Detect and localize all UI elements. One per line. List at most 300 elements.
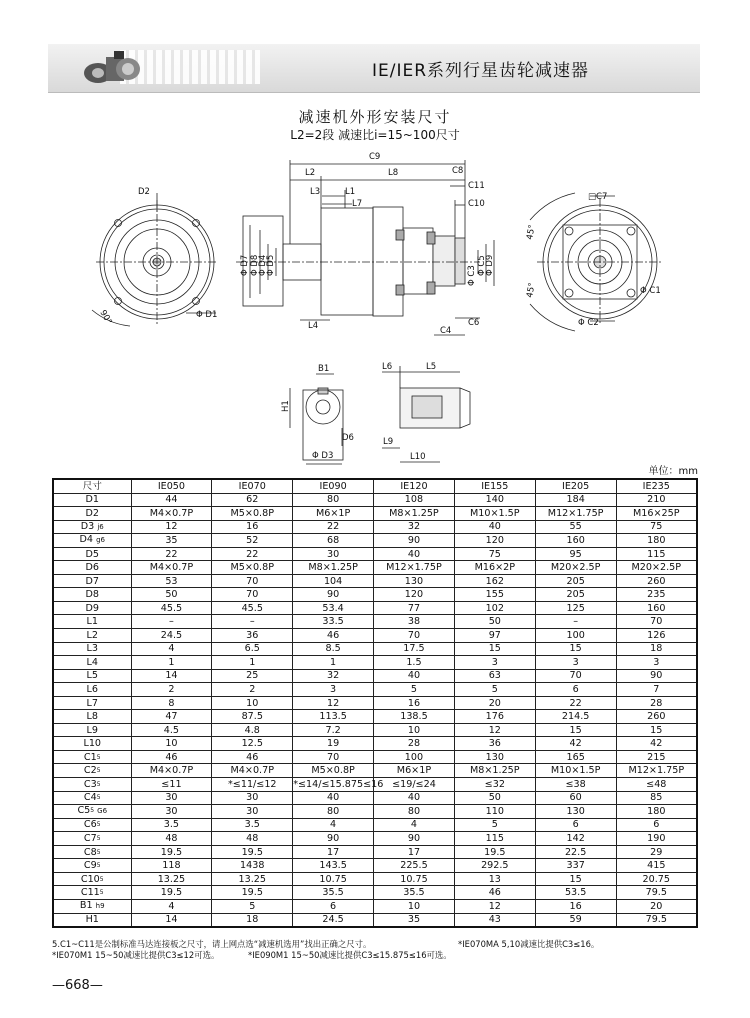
label-c10: C10	[468, 199, 485, 209]
table-cell: 59	[535, 913, 616, 927]
table-cell: 8	[131, 696, 212, 710]
gearbox-logo-icon	[76, 47, 146, 87]
row-label-cell	[53, 832, 131, 846]
table-cell: 85	[616, 791, 697, 805]
table-cell: 215	[616, 750, 697, 764]
table-cell: 4	[131, 642, 212, 656]
table-cell: 6	[535, 683, 616, 697]
table-cell: 30	[212, 791, 293, 805]
label-angle-45-bottom: 45°	[525, 281, 538, 299]
table-cell: M10×1.5P	[535, 764, 616, 778]
row-label-cell	[53, 696, 131, 710]
table-cell: 77	[374, 601, 455, 615]
row-label: L6	[86, 683, 98, 695]
table-cell: 4	[131, 899, 212, 913]
table-cell: M6×1P	[293, 507, 374, 521]
table-cell: 30	[293, 547, 374, 561]
table-cell: 180	[616, 534, 697, 548]
table-row	[53, 818, 697, 832]
table-cell: –	[131, 615, 212, 629]
table-cell: 5	[454, 683, 535, 697]
table-row	[53, 723, 697, 737]
label-c1: Φ C1	[640, 286, 661, 296]
row-label: C10	[80, 873, 100, 885]
table-row	[53, 561, 697, 575]
row-label-cell	[53, 669, 131, 683]
dimension-table	[52, 478, 698, 928]
table-cell: 79.5	[616, 886, 697, 900]
table-row	[53, 859, 697, 873]
table-row	[53, 588, 697, 602]
table-cell: 18	[616, 642, 697, 656]
label-d2: D2	[138, 187, 150, 197]
row-label-superscript: 5	[96, 821, 101, 829]
row-label-superscript: 5	[96, 834, 101, 842]
table-cell: 46	[454, 886, 535, 900]
table-cell: 143.5	[293, 859, 374, 873]
row-label-cell	[53, 642, 131, 656]
table-row	[53, 656, 697, 670]
table-cell: 68	[293, 534, 374, 548]
label-l2: L2	[305, 168, 316, 178]
table-cell: 3	[535, 656, 616, 670]
table-cell: 176	[454, 710, 535, 724]
table-cell: 80	[374, 805, 455, 819]
column-header-model: IE070	[212, 479, 293, 493]
table-cell: 43	[454, 913, 535, 927]
unit-label: 单位：mm	[648, 466, 698, 477]
table-cell: 6	[616, 818, 697, 832]
table-cell: 47	[131, 710, 212, 724]
column-header-dimension: 尺寸	[53, 479, 131, 493]
row-label: B1	[79, 900, 93, 912]
table-cell: 7.2	[293, 723, 374, 737]
table-cell: 60	[535, 791, 616, 805]
row-label-cell	[53, 845, 131, 859]
table-cell: 14	[131, 669, 212, 683]
table-cell: 17	[293, 845, 374, 859]
table-cell: 4.8	[212, 723, 293, 737]
row-label-superscript: 5	[96, 862, 101, 870]
table-cell: *≤14/≤15.875≤16	[293, 778, 384, 790]
table-cell: 63	[454, 669, 535, 683]
table-cell: 16	[374, 696, 455, 710]
row-label-cell	[53, 615, 131, 629]
table-cell: 115	[454, 832, 535, 846]
table-row	[53, 615, 697, 629]
column-header-model: IE050	[131, 479, 212, 493]
row-label-cell	[53, 750, 131, 764]
table-cell: 12	[293, 696, 374, 710]
table-cell: 62	[212, 493, 293, 507]
table-row	[53, 832, 697, 846]
table-row	[53, 683, 697, 697]
row-label-cell	[53, 872, 131, 886]
row-label: L3	[86, 643, 98, 655]
table-cell: 3	[616, 656, 697, 670]
table-cell: 5	[454, 818, 535, 832]
table-cell: 13	[454, 872, 535, 886]
table-cell: 415	[616, 859, 697, 873]
row-label: L8	[86, 711, 98, 723]
drawing-subtitle: L2=2段 减速比i=15~100尺寸	[290, 128, 460, 142]
table-cell: 19.5	[454, 845, 535, 859]
table-cell: 3.5	[212, 818, 293, 832]
table-cell: 100	[374, 750, 455, 764]
table-cell: 25	[212, 669, 293, 683]
table-cell: 113.5	[293, 710, 374, 724]
table-cell: 90	[374, 534, 455, 548]
table-cell: 1	[212, 656, 293, 670]
table-cell: 24.5	[131, 629, 212, 643]
table-cell: 125	[535, 601, 616, 615]
table-cell: 3.5	[131, 818, 212, 832]
table-cell: 40	[374, 547, 455, 561]
row-label-tolerance: G6	[97, 807, 108, 816]
table-cell: 70	[374, 629, 455, 643]
table-cell: 75	[616, 520, 697, 534]
table-row	[53, 629, 697, 643]
row-label-cell	[53, 601, 131, 615]
table-cell: 15	[535, 642, 616, 656]
label-c6: C6	[468, 318, 480, 328]
table-row	[53, 750, 697, 764]
row-label: D6	[85, 562, 99, 574]
table-cell: 75	[454, 547, 535, 561]
table-cell: 90	[293, 832, 374, 846]
label-l3: L3	[310, 187, 321, 197]
row-label: L1	[86, 616, 98, 628]
table-cell: 100	[535, 629, 616, 643]
table-cell: 90	[293, 588, 374, 602]
label-c3: Φ C3	[467, 265, 477, 286]
table-cell: M16×25P	[616, 507, 697, 521]
table-cell: 95	[535, 547, 616, 561]
row-label: C6	[83, 819, 97, 831]
row-label: C7	[83, 832, 97, 844]
table-cell: 165	[535, 750, 616, 764]
row-label: L10	[83, 738, 102, 750]
table-cell: M5×0.8P	[212, 561, 293, 575]
row-label: C9	[83, 860, 97, 872]
table-cell: 235	[616, 588, 697, 602]
table-cell: 120	[454, 534, 535, 548]
row-label-cell	[53, 561, 131, 575]
label-d4: Φ D4	[258, 254, 268, 276]
table-cell: 46	[293, 629, 374, 643]
table-cell: 17	[374, 845, 455, 859]
table-cell: 140	[454, 493, 535, 507]
table-cell: 70	[212, 574, 293, 588]
row-label: H1	[85, 914, 99, 926]
table-cell: 292.5	[454, 859, 535, 873]
table-cell: 126	[616, 629, 697, 643]
table-cell: 260	[616, 574, 697, 588]
table-row	[53, 520, 697, 534]
table-cell: 19.5	[131, 845, 212, 859]
table-cell: 30	[212, 805, 293, 819]
table-cell: ≤48	[616, 778, 697, 792]
table-cell: 33.5	[293, 615, 374, 629]
table-cell: 46	[212, 750, 293, 764]
table-cell: 16	[212, 520, 293, 534]
table-cell: M8×1.25P	[374, 507, 455, 521]
row-label-superscript: 5	[99, 889, 104, 897]
page-title: IE/IER系列行星齿轮减速器	[372, 61, 590, 81]
table-cell: 184	[535, 493, 616, 507]
row-label: L9	[86, 724, 98, 736]
table-row	[53, 778, 697, 792]
table-cell: 1	[131, 656, 212, 670]
table-cell: M12×1.75P	[616, 764, 697, 778]
table-cell: 260	[616, 710, 697, 724]
table-cell: 12.5	[212, 737, 293, 751]
table-cell: 10	[212, 696, 293, 710]
row-label: C3	[83, 778, 97, 790]
table-cell: –	[212, 615, 293, 629]
table-cell: 104	[293, 574, 374, 588]
table-cell: 337	[535, 859, 616, 873]
table-cell: 48	[131, 832, 212, 846]
table-cell: 102	[454, 601, 535, 615]
table-cell: 16	[535, 899, 616, 913]
row-label-cell	[53, 791, 131, 805]
table-cell: 20	[454, 696, 535, 710]
table-row	[53, 601, 697, 615]
row-label-cell	[53, 913, 131, 927]
table-row	[53, 737, 697, 751]
table-cell: 40	[293, 791, 374, 805]
table-cell: 90	[616, 669, 697, 683]
table-cell: 110	[454, 805, 535, 819]
table-cell: –	[535, 615, 616, 629]
table-row	[53, 710, 697, 724]
row-label-cell	[53, 493, 131, 507]
row-label-superscript: 5	[99, 875, 104, 883]
table-row	[53, 913, 697, 927]
label-b1: B1	[318, 364, 330, 374]
table-cell: 10.75	[374, 872, 455, 886]
table-row	[53, 791, 697, 805]
table-row	[53, 886, 697, 900]
table-cell: 50	[131, 588, 212, 602]
page-number: —668—	[52, 978, 103, 993]
table-cell: 8.5	[293, 642, 374, 656]
table-cell: 44	[131, 493, 212, 507]
table-cell: 70	[212, 588, 293, 602]
row-label: C5	[77, 805, 91, 817]
technical-drawing	[0, 140, 750, 470]
row-label-cell	[53, 588, 131, 602]
table-cell: 115	[616, 547, 697, 561]
table-cell: 90	[374, 832, 455, 846]
table-cell: 19.5	[131, 886, 212, 900]
table-cell: 214.5	[535, 710, 616, 724]
row-label-cell	[53, 818, 131, 832]
table-cell: 205	[535, 588, 616, 602]
label-l7: L7	[352, 199, 363, 209]
table-cell: M4×0.7P	[131, 507, 212, 521]
table-cell: 35	[374, 913, 455, 927]
table-cell: 40	[374, 669, 455, 683]
row-label: C1	[83, 751, 97, 763]
row-label-superscript: 5	[96, 753, 101, 761]
label-h1: H1	[281, 400, 291, 412]
table-cell: 15	[535, 723, 616, 737]
table-cell: 45.5	[131, 601, 212, 615]
table-cell: 160	[535, 534, 616, 548]
row-label-cell	[53, 534, 131, 548]
label-d1: Φ D1	[196, 310, 218, 320]
table-row	[53, 547, 697, 561]
label-angle-90: 90°	[97, 308, 114, 327]
row-label: D5	[85, 548, 99, 560]
row-label: D8	[85, 589, 99, 601]
table-cell: M12×1.75P	[535, 507, 616, 521]
row-label-cell	[53, 805, 131, 819]
column-header-model: IE155	[454, 479, 535, 493]
table-cell: 22	[212, 547, 293, 561]
row-label: C4	[83, 792, 97, 804]
column-header-model: IE120	[374, 479, 455, 493]
table-cell: 35.5	[374, 886, 455, 900]
table-cell: 40	[374, 791, 455, 805]
row-label-cell	[53, 778, 131, 792]
table-cell: 50	[454, 615, 535, 629]
row-label-cell	[53, 629, 131, 643]
table-cell: 15	[616, 723, 697, 737]
table-cell: 3	[454, 656, 535, 670]
table-cell: 35	[131, 534, 212, 548]
row-label-superscript: 5	[90, 807, 95, 815]
table-cell: M5×0.8P	[293, 764, 374, 778]
table-cell: 4.5	[131, 723, 212, 737]
table-cell: 130	[535, 805, 616, 819]
table-row	[53, 872, 697, 886]
table-cell: 30	[131, 805, 212, 819]
table-cell: M4×0.7P	[131, 764, 212, 778]
table-cell: 118	[131, 859, 212, 873]
note-4: *IE090M1 15~50减速比提供C3≤15.875≤16可选。	[248, 950, 452, 960]
table-cell: 20.75	[616, 872, 697, 886]
drawing-title: 减速机外形安装尺寸	[298, 108, 452, 126]
table-cell: 10	[131, 737, 212, 751]
row-label-cell	[53, 886, 131, 900]
label-c5: Φ C5	[477, 255, 487, 276]
column-header-model: IE205	[535, 479, 616, 493]
table-cell: 15	[454, 642, 535, 656]
table-cell: 6	[293, 899, 374, 913]
row-label: D7	[85, 575, 99, 587]
table-cell: 1438	[212, 859, 293, 873]
table-cell: 4	[293, 818, 374, 832]
table-cell: ≤38	[535, 778, 616, 792]
table-cell: 190	[616, 832, 697, 846]
table-cell: 42	[535, 737, 616, 751]
table-cell: ≤32	[454, 778, 535, 792]
label-c7: □C7	[588, 192, 608, 202]
table-cell: M16×2P	[454, 561, 535, 575]
row-label-cell	[53, 656, 131, 670]
table-cell: 55	[535, 520, 616, 534]
label-d3: Φ D3	[312, 451, 334, 461]
table-cell: 80	[293, 493, 374, 507]
table-cell: 130	[374, 574, 455, 588]
table-cell: 19	[293, 737, 374, 751]
row-label-cell	[53, 899, 131, 913]
label-l9: L9	[383, 437, 394, 447]
table-cell: 50	[454, 791, 535, 805]
notes	[52, 939, 712, 960]
table-cell: 79.5	[616, 913, 697, 927]
label-l5: L5	[426, 362, 437, 372]
table-cell: 12	[131, 520, 212, 534]
table-cell: 7	[616, 683, 697, 697]
row-label: D1	[85, 494, 99, 506]
table-body	[53, 493, 697, 927]
table-cell: 80	[293, 805, 374, 819]
row-label-cell	[53, 859, 131, 873]
table-cell: 1	[293, 656, 374, 670]
table-cell: M12×1.75P	[374, 561, 455, 575]
row-label: C11	[80, 887, 100, 899]
table-cell: 5	[212, 899, 293, 913]
row-label: C2	[83, 765, 97, 777]
table-cell: 180	[616, 805, 697, 819]
row-label: D2	[85, 507, 99, 519]
table-cell: 28	[374, 737, 455, 751]
row-label-cell	[53, 710, 131, 724]
table-row	[53, 696, 697, 710]
table-cell: 36	[212, 629, 293, 643]
table-cell: 13.25	[212, 872, 293, 886]
label-d7: Φ D7	[240, 254, 250, 276]
row-label-cell	[53, 764, 131, 778]
row-label: L5	[86, 670, 98, 682]
table-cell: 53.4	[293, 601, 374, 615]
table-cell: 52	[212, 534, 293, 548]
table-cell: 20	[616, 899, 697, 913]
table-cell: 4	[374, 818, 455, 832]
table-cell: 22	[131, 547, 212, 561]
label-d9: Φ D9	[485, 254, 495, 276]
table-cell: 70	[616, 615, 697, 629]
table-cell: 15	[535, 872, 616, 886]
table-row	[53, 669, 697, 683]
table-cell: 138.5	[374, 710, 455, 724]
table-cell: 18	[212, 913, 293, 927]
label-angle-45-top: 45°	[525, 223, 538, 241]
row-label-superscript: 5	[96, 794, 101, 802]
table-cell: 28	[616, 696, 697, 710]
row-label: D9	[85, 602, 99, 614]
table-cell: ≤11	[131, 778, 212, 792]
label-c2: Φ C2	[578, 318, 599, 328]
table-row	[53, 764, 697, 778]
table-header-row	[53, 479, 697, 493]
table-row	[53, 493, 697, 507]
table-cell: 46	[131, 750, 212, 764]
side-view	[236, 160, 494, 335]
table-cell: 87.5	[212, 710, 293, 724]
table-cell: 120	[374, 588, 455, 602]
row-label-cell	[53, 520, 131, 534]
label-d5: Φ D5	[266, 254, 276, 276]
row-label: D4	[79, 534, 94, 546]
table-row	[53, 845, 697, 859]
row-label: L2	[86, 629, 98, 641]
row-label: C8	[83, 846, 97, 858]
